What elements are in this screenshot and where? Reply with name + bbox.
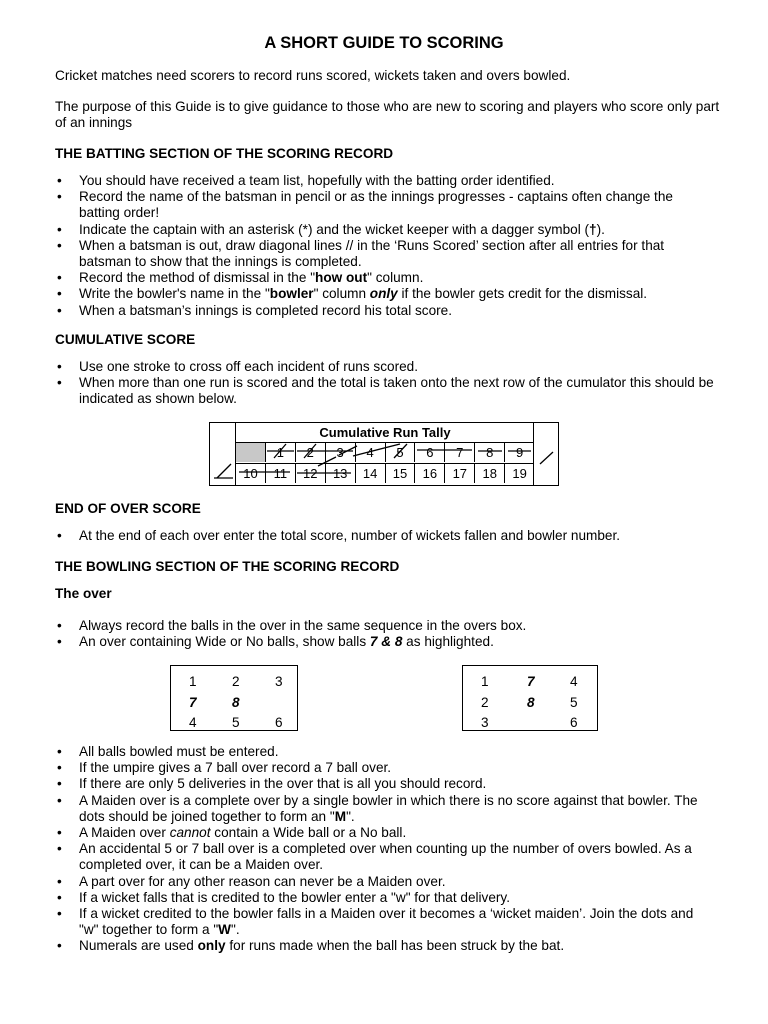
emphasis-text: M [334,808,347,824]
tally-cell: 8 [474,443,504,462]
bullet-icon: • [57,841,62,857]
bullet-icon: • [57,634,62,650]
bullet-item: • At the end of each over enter the total score, number of wickets fallen and bowler number. [57,528,621,543]
intro-paragraph-1: Cricket matches need scorers to record runs scored, wickets taken and overs bowled. [55,68,571,83]
bullet-icon: • [57,359,62,374]
ball-number: 3 [275,674,283,689]
ball-number: 5 [232,715,240,730]
batting-heading: THE BATTING SECTION OF THE SCORING RECORD [55,146,394,161]
ball-number-extra: 7 [189,694,197,710]
tally-cell: 6 [414,443,444,462]
end-of-over-heading: END OF OVER SCORE [55,501,201,516]
over-box-example-left [170,665,298,731]
tally-cell: 7 [444,443,474,462]
bullet-item: • All balls bowled must be entered. [57,744,279,759]
bullet-icon: • [57,270,62,286]
ball-number: 5 [570,694,578,710]
bullet-item: • When more than one run is scored and the total is taken onto the next row of the cumulator this should be indicated as shown below. [57,375,714,407]
ball-number [275,693,305,714]
bullet-icon: • [57,906,62,922]
tally-cell: 11 [265,464,295,483]
tally-cell: 16 [414,464,444,483]
bullet-item: • If the umpire gives a 7 ball over record a 7 ball over. [57,760,392,776]
cumulative-heading: CUMULATIVE SCORE [55,332,196,347]
tally-cell: 15 [385,464,415,483]
ball-number: 2 [232,674,240,689]
bullet-icon: • [57,375,62,391]
bullet-icon: • [57,618,62,633]
emphasis-text: † [589,221,597,237]
tally-cell: 4 [355,443,385,462]
bullet-item: • Indicate the captain with an asterisk (*) and the wicket keeper with a dagger symbol (†). [57,221,605,237]
ball-number: 6 [275,715,283,730]
bowling-heading: THE BOWLING SECTION OF THE SCORING RECORD [55,559,400,574]
bowling-rules-bullet-list [55,744,715,955]
tally-cell: 2 [295,443,325,462]
ball-number: 1 [481,674,489,689]
ball-number: 4 [189,715,197,730]
over-subheading: The over [55,586,112,601]
bullet-icon: • [57,528,62,543]
bullet-icon: • [57,760,62,776]
bullet-item: • Record the method of dismissal in the "how out" column. [57,270,424,286]
bullet-icon: • [57,302,62,318]
bullet-icon: • [57,189,62,205]
ball-number: 3 [481,715,489,730]
tally-cell: 12 [295,464,325,483]
emphasis-text: only [369,286,398,302]
bullet-icon: • [57,221,62,237]
bullet-item: • Numerals are used only for runs made when the ball has been struck by the bat. [57,938,565,954]
end-of-over-bullet-list [55,528,715,544]
emphasis-text: cannot [169,825,211,841]
bullet-item: • An accidental 5 or 7 ball over is a completed over when counting up the number of overs bowled. As a completed over, it can be a Maiden over. [57,841,692,873]
ball-number-extra: 8 [527,694,535,710]
tally-title: Cumulative Run Tally [319,425,451,440]
tally-cell: 17 [444,464,474,483]
bowling-bullet-list [55,618,715,650]
bullet-icon: • [57,744,62,759]
bullet-icon: • [57,792,62,808]
bullet-item: • When a batsman’s innings is completed record his total score. [57,302,453,318]
bullet-item: • Write the bowler's name in the "bowler" column only if the bowler gets credit for the dismissal. [57,286,648,302]
bullet-item: • A Maiden over cannot contain a Wide ball or a No ball. [57,825,407,841]
bullet-icon: • [57,286,62,302]
ball-number-extra: 8 [232,694,240,710]
emphasis-text: only [197,938,226,954]
emphasis-text: how out [315,270,368,286]
bullet-item: • If there are only 5 deliveries in the over that is all you should record. [57,776,487,792]
ball-number: 1 [189,674,197,689]
tally-cell: 10 [243,466,258,481]
bullet-item: • Always record the balls in the over in the same sequence in the overs box. [57,618,527,633]
emphasis-text: 7 & 8 [369,634,403,650]
tally-cell: 18 [474,464,504,483]
intro-paragraph-2: The purpose of this Guide is to give guidance to those who are new to scoring and players who score only part of an innings [55,99,720,130]
tally-cell: 9 [504,443,534,462]
bullet-icon: • [57,938,62,954]
bullet-item: • When a batsman is out, draw diagonal lines // in the ‘Runs Scored’ section after all entries for that batsman to show that the innings is completed. [57,237,665,270]
tally-cell: 5 [385,443,415,462]
ball-number-extra: 7 [527,674,535,689]
strike-line [318,457,336,466]
tally-cell: 1 [265,443,295,462]
strike-line [353,444,400,456]
bullet-icon: • [57,825,62,841]
ball-number: 6 [570,715,578,730]
bullet-item: • A part over for any other reason can never be a Maiden over. [57,873,446,889]
over-box-example-right [462,665,598,731]
bullet-icon: • [57,237,62,253]
ball-number: 2 [481,694,489,710]
bullet-item: • If a wicket credited to the bowler falls in a Maiden over it becomes a ‘wicket maiden’. Join the dots and "w" together to form a "W". [57,906,694,938]
bullet-icon: • [57,889,62,905]
bullet-item: • You should have received a team list, hopefully with the batting order identified. [57,173,555,188]
bullet-item: • A Maiden over is a complete over by a single bowler in which there is no score against that bowler. The dots should be joined together to form an "M". [57,792,698,824]
emphasis-text: bowler [269,286,314,302]
emphasis-text: W [218,922,231,938]
bullet-icon: • [57,873,62,889]
bullet-item: • Record the name of the batsman in pencil or as the innings progresses - captains often change the batting order! [57,189,673,221]
ball-number: 4 [570,674,578,689]
tally-cell: 13 [325,464,355,483]
tally-cell: 19 [504,464,534,483]
strike-line [540,452,553,464]
tally-cell: 3 [325,443,355,462]
strike-line [217,464,231,478]
bullet-item: • An over containing Wide or No balls, show balls 7 & 8 as highlighted. [57,634,494,650]
ball-number [527,713,570,734]
tally-cell: 14 [355,464,385,483]
strike-line [394,444,407,458]
bullet-item: • Use one stroke to cross off each incident of runs scored. [57,359,419,374]
bullet-item: • If a wicket falls that is credited to the bowler enter a "w" for that delivery. [57,889,510,905]
bullet-icon: • [57,173,62,188]
bullet-icon: • [57,776,62,792]
page-title: A SHORT GUIDE TO SCORING [264,34,504,52]
